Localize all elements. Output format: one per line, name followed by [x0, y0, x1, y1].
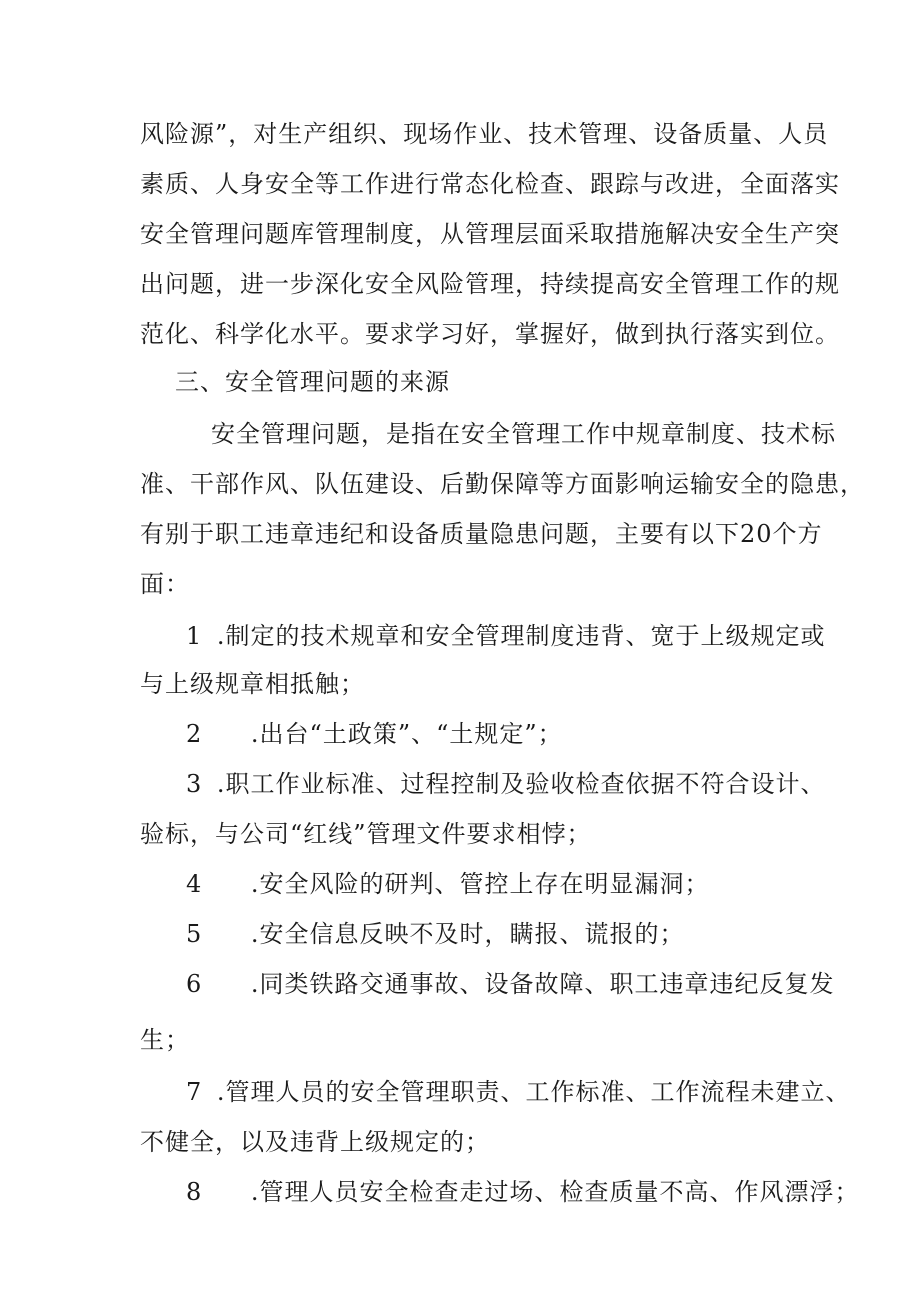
item-number: 2: [186, 720, 203, 748]
section-heading: 三、安全管理问题的来源: [175, 368, 450, 396]
item-text: .制定的技术规章和安全管理制度违背、宽于上级规定或: [216, 622, 826, 650]
item-text: .管理人员的安全管理职责、工作标准、工作流程未建立、: [216, 1078, 851, 1106]
list-item-3-cont: 验标，与公司“红线”管理文件要求相悖；: [140, 820, 592, 848]
section-intro-line-1: 安全管理问题，是指在安全管理工作中规章制度、技术标: [211, 420, 836, 448]
list-item-6: [186, 968, 835, 1000]
list-item-5: [186, 918, 685, 950]
intro-line-3: 安全管理问题库管理制度，从管理层面采取措施解决安全生产突: [140, 220, 840, 248]
intro-line-2: 素质、人身安全等工作进行常态化检查、跟踪与改进，全面落实: [140, 170, 840, 198]
item-text: .安全风险的研判、管控上存在明显漏洞；: [250, 870, 710, 898]
section-intro-line-2: 准、干部作风、队伍建设、后勤保障等方面影响运输安全的隐患，: [140, 470, 865, 498]
item-text: .职工作业标准、过程控制及验收检查依据不符合设计、: [216, 770, 826, 798]
list-item-6-cont: 生；: [140, 1026, 190, 1054]
list-item-1-cont: 与上级规章相抵触；: [140, 670, 365, 698]
item-number: 5: [186, 920, 203, 948]
item-number: 3: [186, 770, 203, 798]
item-number: 7: [186, 1078, 203, 1106]
list-item-2: [186, 718, 563, 750]
intro-line-5: 范化、科学化水平。要求学习好，掌握好，做到执行落实到位。: [140, 320, 840, 348]
item-text: .安全信息反映不及时，瞒报、谎报的；: [250, 920, 685, 948]
item-text: .出台“土政策”、“土规定”；: [250, 720, 563, 748]
item-number: 6: [186, 970, 203, 998]
list-item-3: [186, 768, 826, 800]
item-number: 1: [186, 622, 203, 650]
section-intro-line-3: 有别于职工违章违纪和设备质量隐患问题，主要有以下20个方: [140, 520, 823, 548]
list-item-8: [186, 1176, 860, 1208]
item-text: .管理人员安全检查走过场、检查质量不高、作风漂浮；: [250, 1178, 860, 1206]
list-item-7-cont: 不健全，以及违背上级规定的；: [140, 1128, 490, 1156]
item-text: .同类铁路交通事故、设备故障、职工违章违纪反复发: [250, 970, 835, 998]
intro-line-4: 出问题，进一步深化安全风险管理，持续提高安全管理工作的规: [140, 270, 840, 298]
list-item-1: [186, 620, 826, 652]
list-item-7: [186, 1076, 851, 1108]
intro-line-1: 风险源”，对生产组织、现场作业、技术管理、设备质量、人员: [140, 120, 829, 148]
item-number: 8: [186, 1178, 203, 1206]
section-intro-line-4: 面：: [140, 570, 190, 598]
item-number: 4: [186, 870, 203, 898]
list-item-4: [186, 868, 710, 900]
